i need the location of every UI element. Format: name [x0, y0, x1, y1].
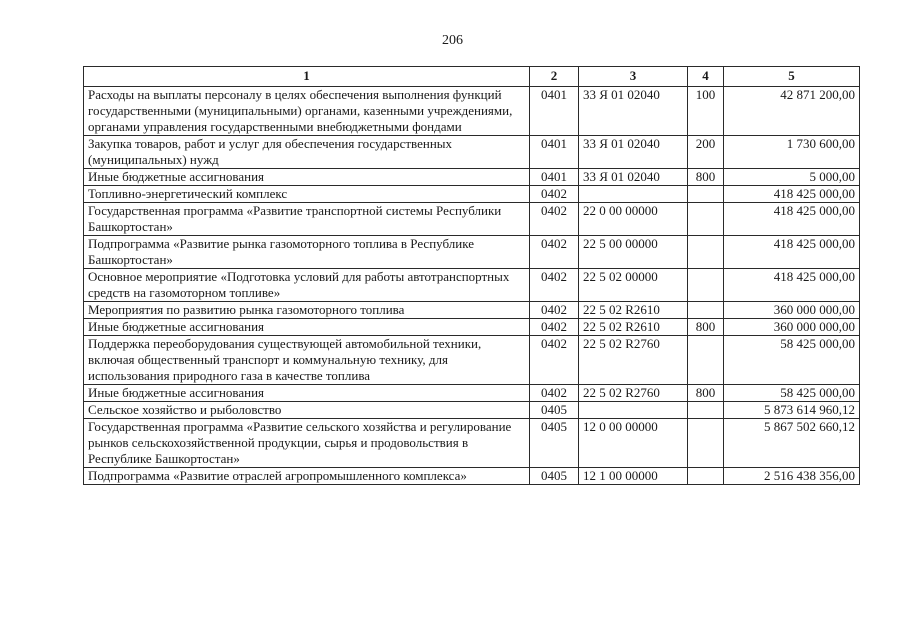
row-section-cell: 0402: [530, 269, 579, 302]
row-target-cell: 22 5 02 R2760: [579, 385, 688, 402]
row-section-cell: 0401: [530, 136, 579, 169]
row-name-cell: Топливно-энергетический комплекс: [84, 186, 530, 203]
row-target-cell: 22 5 02 R2760: [579, 336, 688, 385]
row-amount-cell: 5 000,00: [724, 169, 860, 186]
row-target-cell: 33 Я 01 02040: [579, 169, 688, 186]
row-name-cell: Мероприятия по развитию рынка газомоторного топлива: [84, 302, 530, 319]
row-expense-cell: [688, 402, 724, 419]
row-amount-cell: 1 730 600,00: [724, 136, 860, 169]
row-expense-cell: [688, 302, 724, 319]
table-row: [84, 319, 860, 336]
row-expense-cell: [688, 419, 724, 468]
row-amount-cell: 42 871 200,00: [724, 87, 860, 136]
page-number: 206: [442, 33, 463, 48]
row-expense-cell: 800: [688, 319, 724, 336]
row-target-cell: 22 5 02 00000: [579, 269, 688, 302]
row-amount-cell: 5 873 614 960,12: [724, 402, 860, 419]
budget-table: [83, 66, 860, 485]
column-header-target: 3: [579, 67, 688, 87]
table-row: [84, 269, 860, 302]
row-amount-cell: 2 516 438 356,00: [724, 468, 860, 485]
row-amount-cell: 418 425 000,00: [724, 203, 860, 236]
row-name-cell: Закупка товаров, работ и услуг для обеспечения государственных (муниципальных) нужд: [84, 136, 530, 169]
table-row: [84, 402, 860, 419]
row-expense-cell: [688, 468, 724, 485]
row-name-cell: Иные бюджетные ассигнования: [84, 385, 530, 402]
row-section-cell: 0402: [530, 336, 579, 385]
row-expense-cell: 100: [688, 87, 724, 136]
column-header-expense: 4: [688, 67, 724, 87]
row-target-cell: 33 Я 01 02040: [579, 136, 688, 169]
row-amount-cell: 58 425 000,00: [724, 336, 860, 385]
row-name-cell: Государственная программа «Развитие сельского хозяйства и регулирование рынков сельскохозяйственной продукции, сырья и продовольствия в Республике Башкортостан»: [84, 419, 530, 468]
row-amount-cell: 418 425 000,00: [724, 236, 860, 269]
column-header-name: 1: [84, 67, 530, 87]
table-row: [84, 236, 860, 269]
row-section-cell: 0402: [530, 186, 579, 203]
row-name-cell: Иные бюджетные ассигнования: [84, 319, 530, 336]
table-row: [84, 136, 860, 169]
row-expense-cell: [688, 236, 724, 269]
row-name-cell: Иные бюджетные ассигнования: [84, 169, 530, 186]
row-target-cell: 22 5 02 R2610: [579, 302, 688, 319]
row-section-cell: 0402: [530, 385, 579, 402]
row-amount-cell: 360 000 000,00: [724, 302, 860, 319]
row-target-cell: 22 5 00 00000: [579, 236, 688, 269]
column-header-amount: 5: [724, 67, 860, 87]
row-expense-cell: 200: [688, 136, 724, 169]
row-expense-cell: 800: [688, 169, 724, 186]
row-expense-cell: [688, 203, 724, 236]
row-target-cell: 33 Я 01 02040: [579, 87, 688, 136]
row-amount-cell: 58 425 000,00: [724, 385, 860, 402]
row-section-cell: 0405: [530, 402, 579, 419]
table-row: [84, 87, 860, 136]
row-name-cell: Подпрограмма «Развитие отраслей агропромышленного комплекса»: [84, 468, 530, 485]
table-body: [84, 87, 860, 485]
row-expense-cell: [688, 269, 724, 302]
row-expense-cell: [688, 336, 724, 385]
row-section-cell: 0402: [530, 236, 579, 269]
row-expense-cell: [688, 186, 724, 203]
row-section-cell: 0405: [530, 419, 579, 468]
row-target-cell: 22 5 02 R2610: [579, 319, 688, 336]
table-row: [84, 419, 860, 468]
row-name-cell: Расходы на выплаты персоналу в целях обеспечения выполнения функций государственными (муниципальными) органами, казенными учреждениями, органами управления государственными внебюджетными фондами: [84, 87, 530, 136]
row-section-cell: 0401: [530, 169, 579, 186]
row-amount-cell: 418 425 000,00: [724, 186, 860, 203]
table-row: [84, 186, 860, 203]
table-row: [84, 203, 860, 236]
row-name-cell: Государственная программа «Развитие транспортной системы Республики Башкортостан»: [84, 203, 530, 236]
row-target-cell: [579, 402, 688, 419]
row-amount-cell: 360 000 000,00: [724, 319, 860, 336]
row-section-cell: 0402: [530, 302, 579, 319]
table-row: [84, 336, 860, 385]
row-target-cell: 22 0 00 00000: [579, 203, 688, 236]
table-row: [84, 169, 860, 186]
row-section-cell: 0405: [530, 468, 579, 485]
row-expense-cell: 800: [688, 385, 724, 402]
row-section-cell: 0402: [530, 203, 579, 236]
row-amount-cell: 418 425 000,00: [724, 269, 860, 302]
table-row: [84, 385, 860, 402]
row-name-cell: Подпрограмма «Развитие рынка газомоторного топлива в Республике Башкортостан»: [84, 236, 530, 269]
column-header-section: 2: [530, 67, 579, 87]
table-row: [84, 302, 860, 319]
row-amount-cell: 5 867 502 660,12: [724, 419, 860, 468]
row-section-cell: 0401: [530, 87, 579, 136]
row-target-cell: [579, 186, 688, 203]
row-name-cell: Поддержка переоборудования существующей автомобильной техники, включая общественный транспорт и коммунальную технику, для использования природного газа в качестве топлива: [84, 336, 530, 385]
row-section-cell: 0402: [530, 319, 579, 336]
row-name-cell: Сельское хозяйство и рыболовство: [84, 402, 530, 419]
row-name-cell: Основное мероприятие «Подготовка условий для работы автотранспортных средств на газомоторном топливе»: [84, 269, 530, 302]
row-target-cell: 12 1 00 00000: [579, 468, 688, 485]
table-header-row: [84, 67, 860, 87]
row-target-cell: 12 0 00 00000: [579, 419, 688, 468]
table-row: [84, 468, 860, 485]
